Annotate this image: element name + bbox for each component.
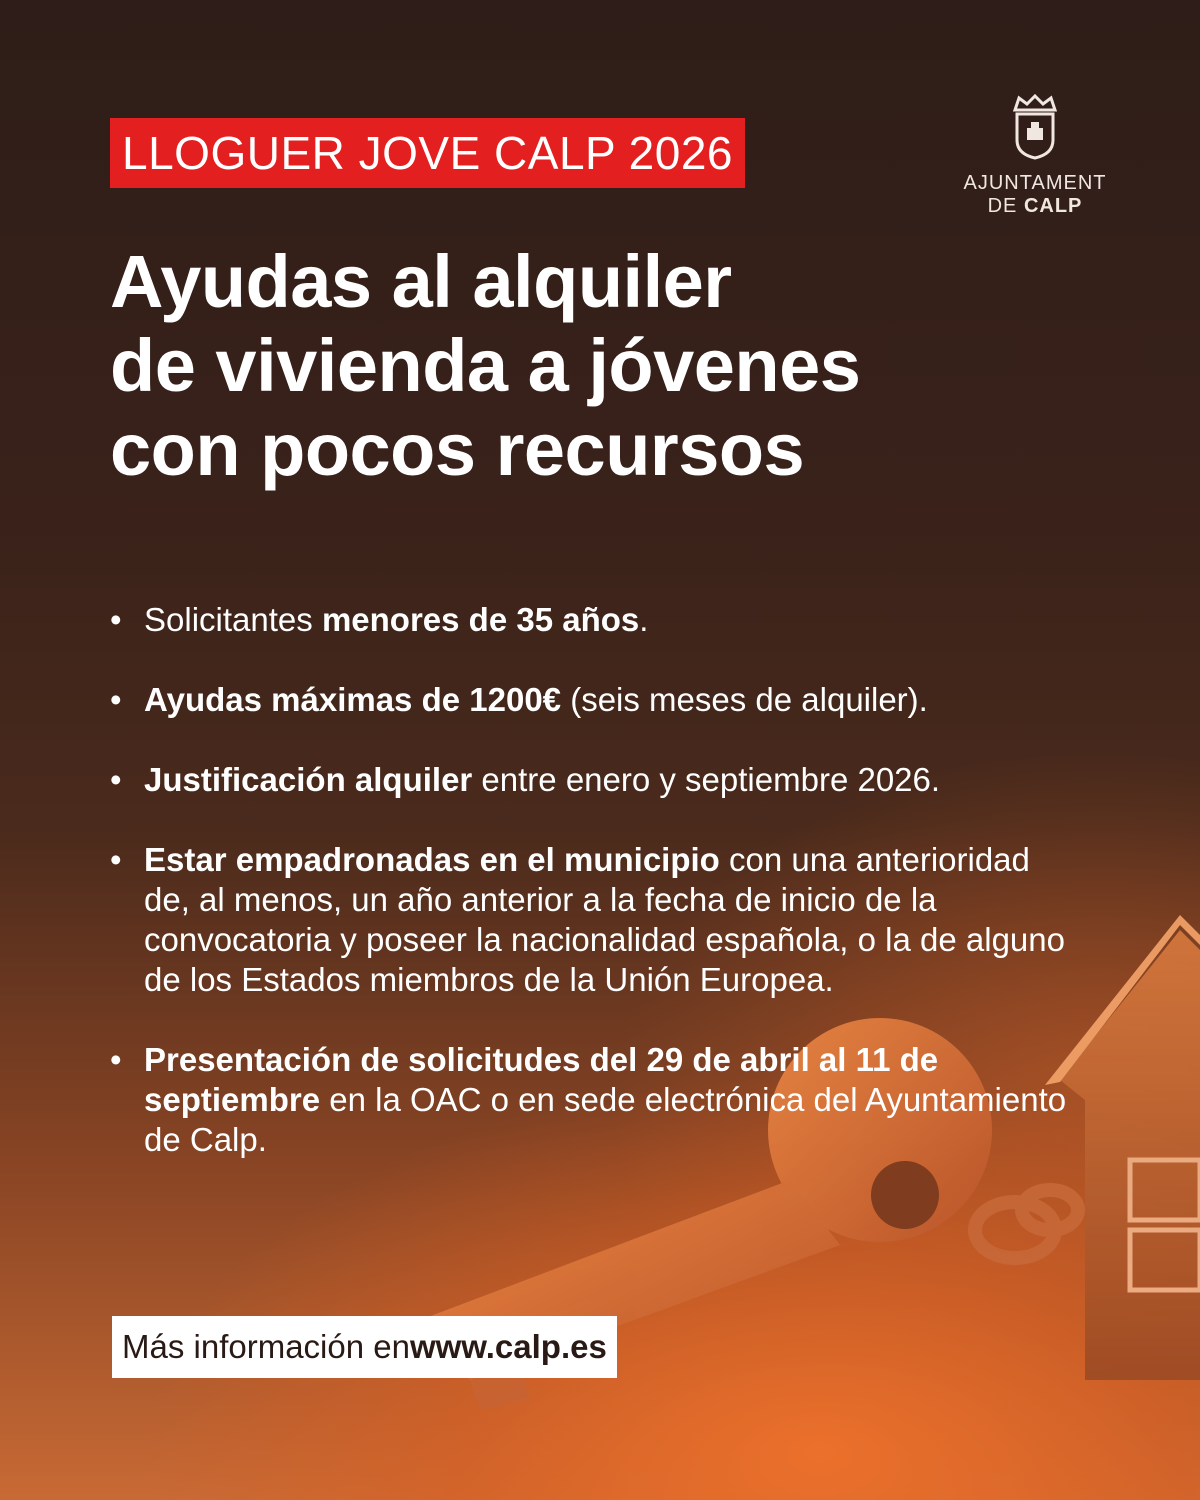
logo-line1: AJUNTAMENT	[963, 172, 1107, 194]
list-item-max-aid	[110, 680, 1070, 720]
bullet-dot: •	[110, 1041, 122, 1078]
item-text: en la OAC o en sede electrónica del Ayuntamiento de Calp.	[144, 1081, 1067, 1158]
item-text: .	[639, 601, 649, 638]
headline-line2: de vivienda a jóvenes	[110, 324, 861, 407]
program-badge-text: LLOGUER JOVE CALP 2026	[122, 127, 733, 179]
more-info-box	[112, 1316, 617, 1378]
item-bold: Justificación alquiler	[144, 761, 473, 798]
list-item-residency	[110, 840, 1070, 1000]
coat-of-arms-icon	[1005, 92, 1065, 162]
more-info-text: Más información en	[122, 1328, 410, 1365]
logo-line2	[950, 195, 1120, 218]
bullet-dot: •	[110, 601, 122, 638]
item-text: entre enero y septiembre 2026.	[472, 761, 941, 798]
logo-line2-de: DE	[987, 195, 1024, 217]
bullet-dot: •	[110, 841, 122, 878]
bullet-dot: •	[110, 681, 122, 718]
headline-line1: Ayudas al alquiler	[110, 240, 732, 323]
list-item-application-period	[110, 1040, 1070, 1160]
item-text: Solicitantes	[144, 601, 322, 638]
item-text: con una anterioridad de, al menos, un año anterior a la fecha de inicio de la convocatoria y poseer la nacionalidad española, o la de alguno de los Estados miembros de la Unión Europea.	[144, 841, 1065, 998]
item-text: (seis meses de alquiler).	[561, 681, 928, 718]
ajuntament-calp-logo	[950, 92, 1120, 232]
list-item-age	[110, 600, 1070, 640]
program-badge	[110, 118, 745, 188]
list-item-justification	[110, 760, 1070, 800]
item-bold: Ayudas máximas de 1200€	[144, 681, 562, 718]
logo-line2-calp: CALP	[1023, 195, 1083, 217]
headline	[110, 240, 1110, 492]
requirements-list	[110, 600, 1070, 1200]
item-bold: Estar empadronadas en el municipio	[144, 841, 720, 878]
item-bold: menores de 35 años	[321, 601, 640, 638]
item-bold: Presentación de solicitudes del 29 de abril al 11 de septiembre	[144, 1041, 939, 1118]
website-link[interactable]: www.calp.es	[409, 1328, 607, 1365]
key-chain	[975, 1190, 1078, 1258]
headline-line3: con pocos recursos	[110, 408, 805, 491]
bullet-dot: •	[110, 761, 122, 798]
